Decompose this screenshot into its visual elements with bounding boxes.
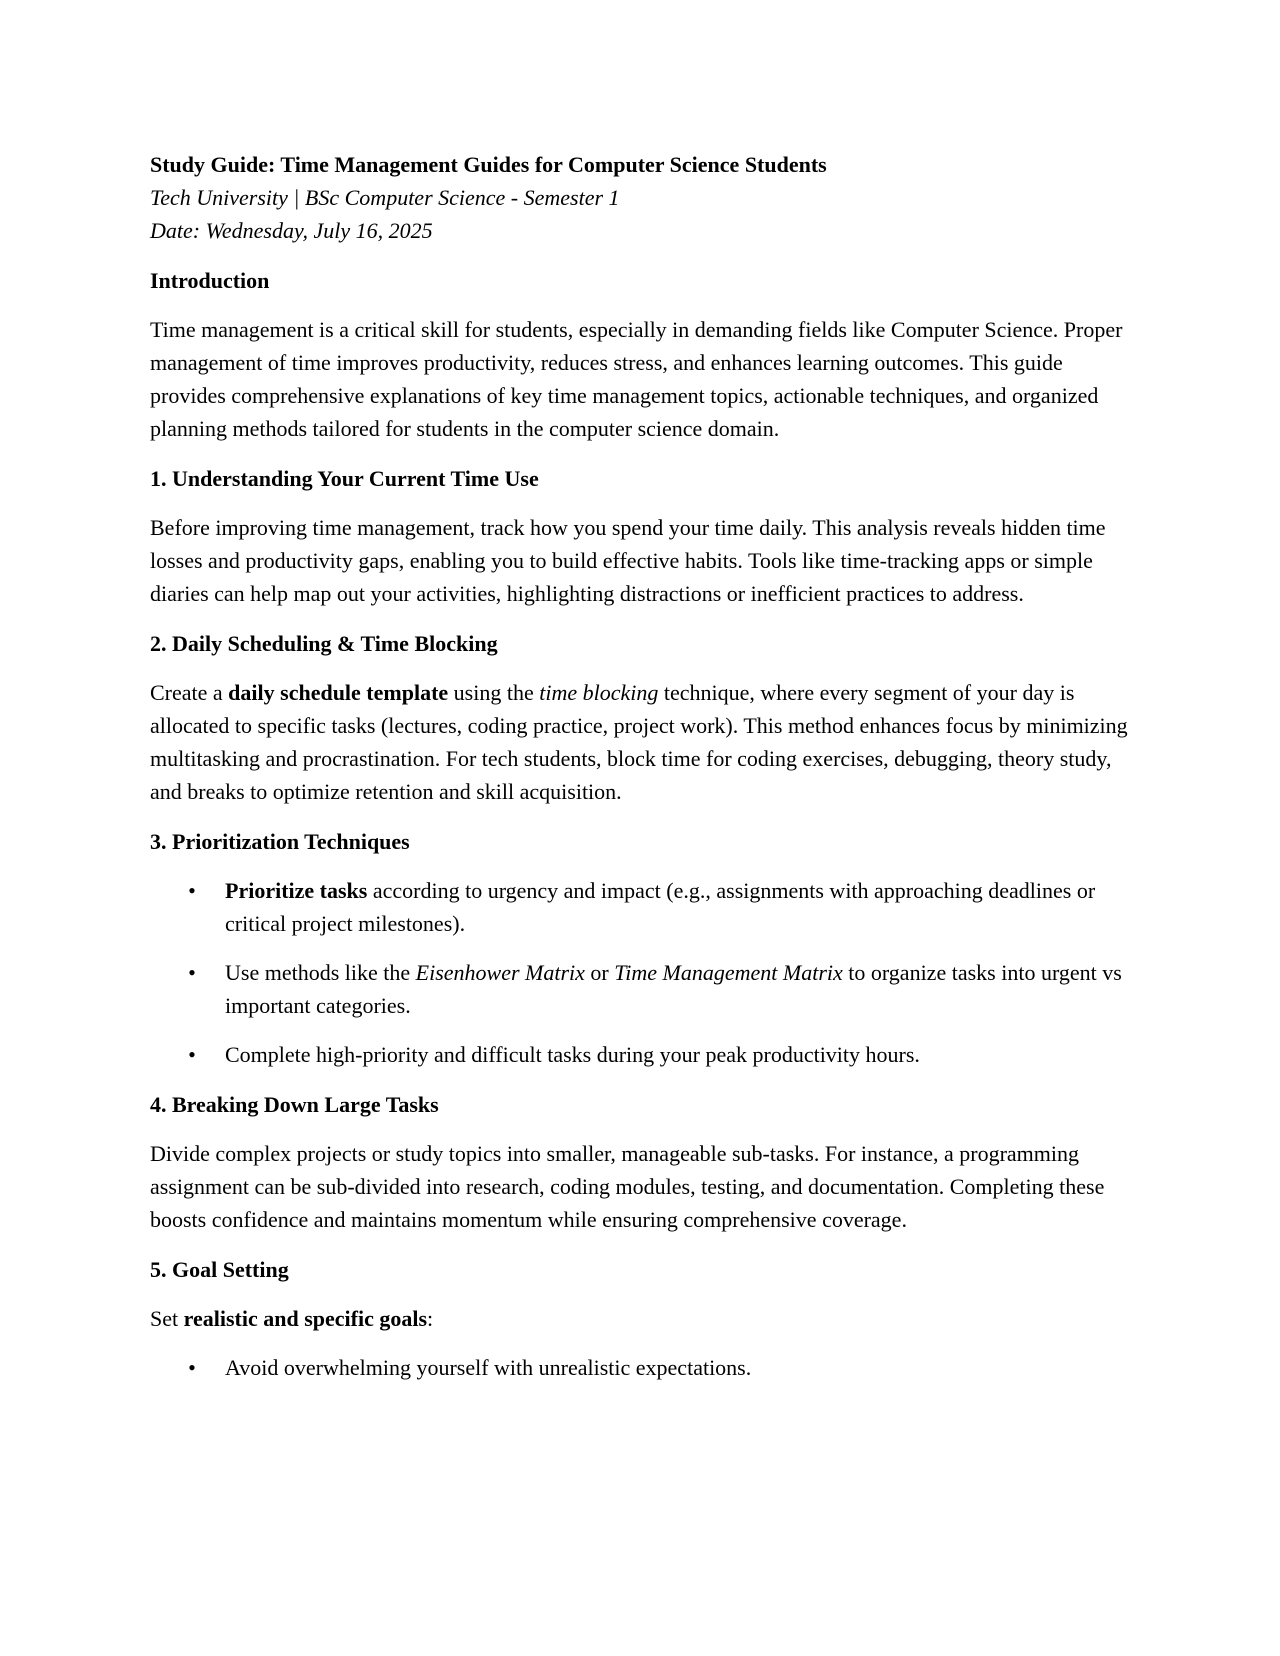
section-5-paragraph — [150, 1302, 1130, 1335]
text-run: using the — [448, 680, 540, 705]
text-run: Use methods like the — [225, 960, 416, 985]
bullet-icon: • — [188, 960, 196, 985]
intro-paragraph: Time management is a critical skill for students, especially in demanding fields like Computer Science. Proper management of time improves productivity, reduces stress, and enhances learning outcomes. This guide provides comprehensive explanations of key time management topics, actionable techniques, and organized planning methods tailored for students in the computer science domain. — [150, 317, 1123, 441]
prioritization-list — [150, 874, 1130, 1071]
section-5-heading: 5. Goal Setting — [150, 1257, 289, 1282]
bullet-icon: • — [188, 1355, 196, 1380]
section-4-paragraph: Divide complex projects or study topics into smaller, manageable sub-tasks. For instance, a programming assignment can be sub-divided into research, coding modules, testing, and documentation. Completing these boosts confidence and maintains momentum while ensuring comprehensive coverage. — [150, 1141, 1105, 1232]
text-run: according to urgency and impact (e.g., assignments with approaching deadlines or critical project milestones). — [225, 878, 1096, 936]
intro-heading: Introduction — [150, 268, 270, 293]
text-run: Create a — [150, 680, 229, 705]
goal-list — [150, 1351, 1130, 1384]
bold-run: Prioritize tasks — [225, 878, 368, 903]
list-item — [150, 1351, 1130, 1384]
italic-run: Eisenhower Matrix — [415, 960, 585, 985]
text-run: : — [427, 1306, 434, 1331]
section-4-heading: 4. Breaking Down Large Tasks — [150, 1092, 439, 1117]
section-3-heading: 3. Prioritization Techniques — [150, 829, 410, 854]
document-page — [150, 148, 1130, 1384]
section-1-paragraph: Before improving time management, track how you spend your time daily. This analysis reveals hidden time losses and productivity gaps, enabling you to build effective habits. Tools like time-tracking apps or simple diaries can help map out your activities, highlighting distractions or inefficient practices to address. — [150, 515, 1106, 606]
list-item — [150, 1038, 1130, 1071]
bold-run: realistic and specific goals — [183, 1306, 428, 1331]
list-item — [150, 956, 1130, 1022]
document-title: Study Guide: Time Management Guides for Computer Science Students — [150, 152, 827, 177]
text-run: or — [584, 960, 615, 985]
text-run: to organize tasks into urgent vs important categories. — [225, 960, 1122, 1018]
section-2-heading: 2. Daily Scheduling & Time Blocking — [150, 631, 498, 656]
text-run: Set — [150, 1306, 184, 1331]
section-1-heading: 1. Understanding Your Current Time Use — [150, 466, 539, 491]
text-run: Avoid overwhelming yourself with unrealistic expectations. — [225, 1355, 752, 1380]
institution-line: Tech University | BSc Computer Science - Semester 1 — [150, 185, 620, 210]
section-2-paragraph — [150, 676, 1130, 808]
italic-run: Time Management Matrix — [614, 960, 843, 985]
bullet-icon: • — [188, 1042, 196, 1067]
text-run: technique, where every segment of your day is allocated to specific tasks (lectures, coding practice, project work). This method enhances focus by minimizing multitasking and procrastination. For tech students, block time for coding exercises, debugging, theory study, and breaks to optimize retention and skill acquisition. — [150, 680, 1128, 804]
bullet-icon: • — [188, 878, 196, 903]
list-item — [150, 874, 1130, 940]
date-line: Date: Wednesday, July 16, 2025 — [150, 218, 433, 243]
bold-run: daily schedule template — [228, 680, 449, 705]
italic-run: time blocking — [539, 680, 659, 705]
text-run: Complete high-priority and difficult tasks during your peak productivity hours. — [225, 1042, 920, 1067]
